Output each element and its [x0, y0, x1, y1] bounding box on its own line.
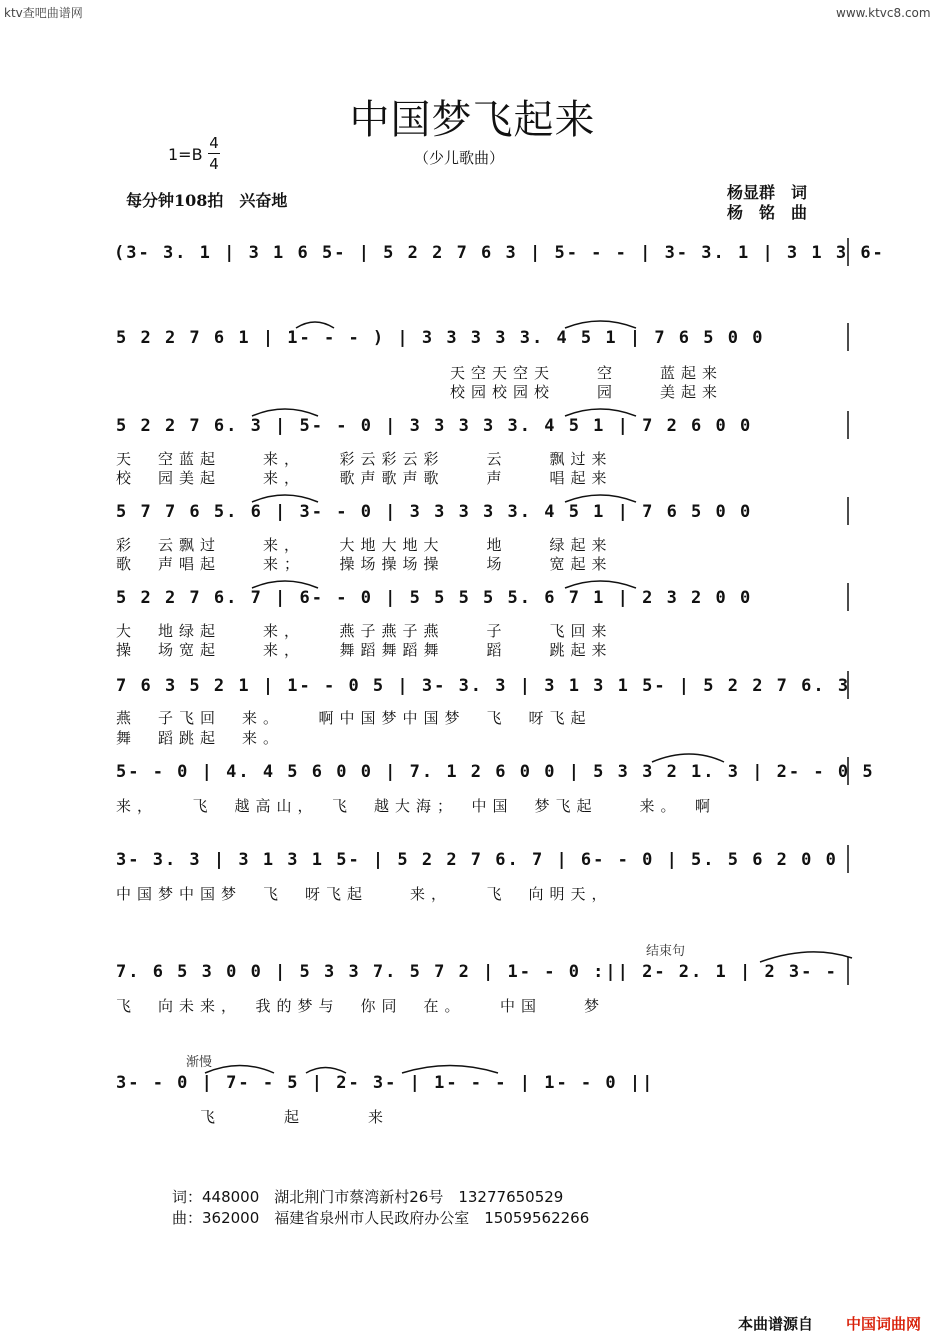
score-line-4-lyric-1: 彩 云飘过 来， 大地大地大 地 绿起来 [116, 536, 613, 554]
slur [565, 321, 636, 328]
slur [252, 495, 318, 502]
slur [652, 754, 724, 762]
composer-contact: 曲：362000 福建省泉州市人民政府办公室 15059562266 [172, 1209, 590, 1227]
score-line-2-lyric-1: 天空天空天 空 蓝起来 [450, 364, 724, 382]
source-label: 本曲谱源自 [738, 1315, 814, 1333]
score-line-3-notes: 5 2 2 7 6. 3 | 5- - 0 | 3 3 3 3 3. 4 5 1 | 7 2 6 0 0 [116, 416, 753, 436]
song-subtitle: （少儿歌曲） [414, 149, 505, 167]
lyricist-contact: 词：448000 湖北荆门市蔡湾新村26号 13277650529 [172, 1188, 564, 1206]
slur [252, 581, 318, 588]
score-line-6-lyric-1: 燕 子飞回 来。 啊中国梦中国梦 飞 呀飞起 [116, 709, 592, 727]
score-line-9-notes: 7. 6 5 3 0 0 | 5 3 3 7. 5 7 2 | 1- - 0 :|| 2- 2. 1 | 2 3- - [116, 962, 838, 982]
score-line-9-lyric-1: 飞 向未来， 我的梦与 你同 在。 中国 梦 [116, 997, 606, 1015]
source-site-link[interactable]: 中国词曲网 [846, 1315, 922, 1333]
lyricist-credit: 杨显群 词 [727, 183, 808, 202]
score-line-5-notes: 5 2 2 7 6. 7 | 6- - 0 | 5 5 5 5 5. 6 7 1 | 2 3 2 0 0 [116, 588, 753, 608]
watermark-right: www.ktvc8.com [836, 6, 931, 20]
slur [306, 1068, 346, 1074]
score-line-10-lyric-1: 飞 起 来 [116, 1108, 390, 1126]
time-signature-top: 4 [209, 134, 219, 152]
score-line-8-notes: 3- 3. 3 | 3 1 3 1 5- | 5 2 2 7 6. 7 | 6- - 0 | 5. 5 6 2 0 0 [116, 850, 838, 870]
slur [760, 952, 852, 962]
score-line-5-lyric-2: 操 场宽起 来， 舞蹈舞蹈舞 蹈 跳起来 [116, 641, 613, 659]
score-line-6-lyric-2: 舞 蹈跳起 来。 [116, 729, 285, 747]
key-signature: 1=B [168, 145, 203, 164]
score-line-4-lyric-2: 歌 声唱起 来； 操场操场操 场 宽起来 [116, 555, 613, 573]
slur [565, 495, 636, 502]
score-line-10-notes: 3- - 0 | 7- - 5 | 2- 3- | 1- - - | 1- - 0 || [116, 1073, 655, 1093]
score-line-7-lyric-1: 来， 飞 越高山， 飞 越大海； 中国 梦飞起 来。 啊 [116, 797, 717, 815]
score-line-2-lyric-2: 校园校园校 园 美起来 [450, 383, 724, 401]
score-line-7-notes: 5- - 0 | 4. 4 5 6 0 0 | 7. 1 2 6 0 0 | 5 3 3 2 1. 3 | 2- - 0 5 [116, 762, 875, 782]
slur [252, 409, 318, 416]
tempo-marking: 每分钟108拍 兴奋地 [126, 191, 288, 210]
score-line-6-notes: 7 6 3 5 2 1 | 1- - 0 5 | 3- 3. 3 | 3 1 3 1 5- | 5 2 2 7 6. 3 [116, 676, 851, 696]
slur [565, 409, 636, 416]
slur [205, 1066, 274, 1074]
slur [296, 322, 334, 328]
score-line-8-lyric-1: 中国梦中国梦 飞 呀飞起 来， 飞 向明天， [116, 885, 613, 903]
song-title: 中国梦飞起来 [349, 97, 596, 143]
slur [565, 581, 636, 588]
score-line-3-lyric-1: 天 空蓝起 来， 彩云彩云彩 云 飘过来 [116, 450, 613, 468]
watermark-left: ktv查吧曲谱网 [4, 6, 83, 20]
slur [402, 1066, 498, 1074]
score-line-3-lyric-2: 校 园美起 来， 歌声歌声歌 声 唱起来 [116, 469, 613, 487]
score-line-2-notes: 5 2 2 7 6 1 | 1- - - ) | 3 3 3 3 3. 4 5 1 | 7 6 5 0 0 [116, 328, 765, 348]
time-signature-bottom: 4 [209, 155, 219, 173]
ending-marker: 结束句 [646, 944, 686, 959]
composer-credit: 杨 铭 曲 [727, 203, 808, 222]
slowing-marker: 渐慢 [186, 1055, 213, 1070]
score-line-1-notes: (3- 3. 1 | 3 1 6 5- | 5 2 2 7 6 3 | 5- - - | 3- 3. 1 | 3 1 3 6- [114, 243, 885, 263]
score-line-5-lyric-1: 大 地绿起 来， 燕子燕子燕 子 飞回来 [116, 622, 613, 640]
score-line-4-notes: 5 7 7 6 5. 6 | 3- - 0 | 3 3 3 3 3. 4 5 1 | 7 6 5 0 0 [116, 502, 753, 522]
